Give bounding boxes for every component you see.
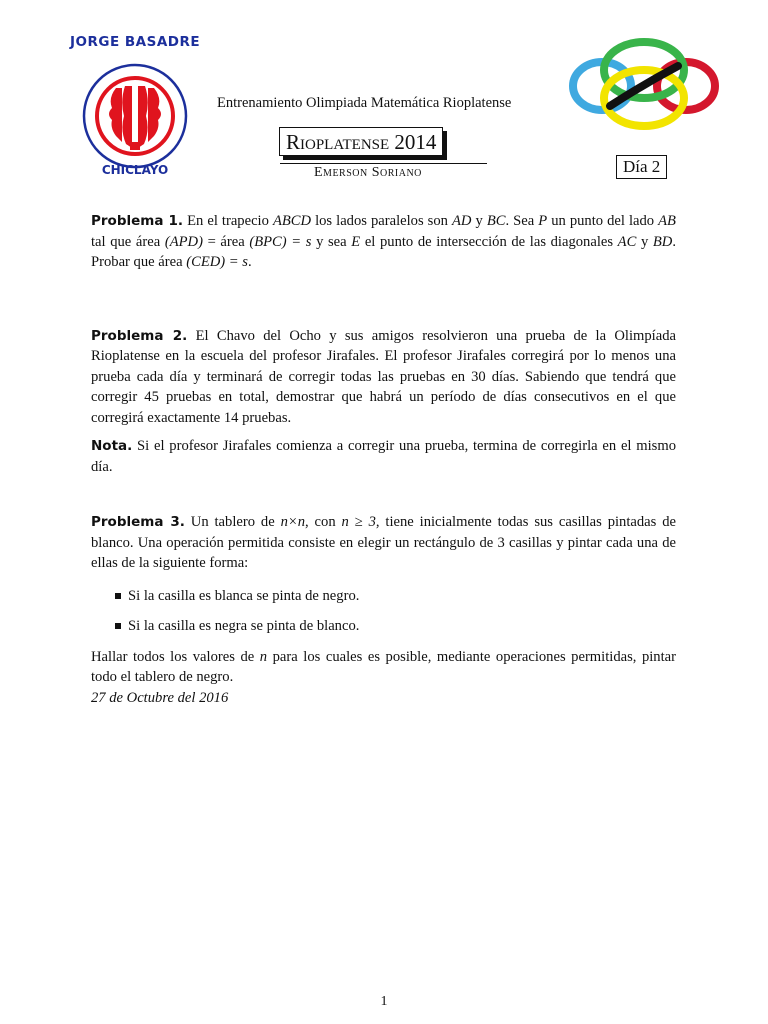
problem-2-label: Problema 2. [91,327,188,344]
page-number: 1 [380,994,388,1009]
logo-left-bottom-text: CHICLAYO [101,163,169,177]
math-term: AD [451,213,472,229]
problem-1-text: un punto del lado [547,213,659,229]
problem-3-text: para los cuales es posible, mediante operaciones permitidas, pintar todo el tablero de negro. [91,648,677,685]
problem-2 [91,326,676,429]
math-term: AB [658,213,676,229]
day-label: Día 2 [616,155,667,179]
problem-1-text: y sea [311,233,352,250]
problem-1-text: = área [202,233,250,250]
problem-1-text: y [636,233,653,250]
bullet-text: Si la casilla es negra se pinta de blanco. [128,618,360,634]
problem-3-text: Hallar todos los valores de [91,648,260,665]
spacer [91,428,676,436]
note-text: Si el profesor Jirafales comienza a corregir una prueba, termina de corregirla en el mismo día. [91,438,676,475]
problem-1-text: En el trapecio [183,213,273,229]
bullet-list [91,586,676,637]
problem-2-note [91,436,676,477]
note-label: Nota. [91,438,133,454]
logo-left-top-text: JORGE BASADRE [70,34,201,50]
problem-1-text: los lados paralelos son [311,213,452,229]
math-term: BC [486,213,506,229]
problem-1-text: y [471,213,487,229]
math-term: BD [652,233,673,250]
problem-3-text: , con [305,514,342,530]
math-term: AC [617,233,637,250]
math-term: ABCD [272,213,312,229]
math-term: E [351,233,361,250]
problem-2-text: El Chavo del Ocho y sus amigos resolvieron una prueba de la Olimpíada Rioplatense en la escuela del profesor Jirafales. El profesor Jirafales corregirá por lo menos una prueba cada día y terminará de corregir todas las pruebas en 30 días. Sabiendo que tendrá que corregir 45 pruebas en total, demostrar que habrá un período de días consecutivos en el que corregirá exactamente 14 pruebas. [91,327,676,426]
problem-1-text: tal que área [91,233,165,250]
bullet-icon [115,593,121,599]
math-term: n ≥ 3 [341,514,376,530]
bullet-icon [115,623,121,629]
jorge-basadre-logo [70,34,201,180]
problem-1-text: . Probar que área [91,233,677,270]
math-term: (APD) [164,233,203,250]
spacer [91,273,676,326]
training-line: Entrenamiento Olimpiada Matemática Rioplatense [217,95,512,111]
problem-1-text: . Sea [505,213,539,229]
problem-3-label: Problema 3. [91,514,185,530]
math-term: n×n [280,514,306,530]
problems-section [91,211,676,708]
math-term: n [259,648,268,665]
document-date: 27 de Octubre del 2016 [91,689,229,706]
problem-1-text: el punto de intersección de las diagonales [360,233,618,250]
page-title: Rioplatense 2014 [279,127,443,156]
author-name: Emerson Soriano [314,165,422,180]
math-term: (BPC) = s [249,233,312,250]
header-divider [280,163,487,164]
rioplatense-rings-logo [566,36,720,136]
problem-3-text: Un tablero de [184,514,281,530]
list-item [91,586,676,607]
problem-3 [91,512,676,574]
spacer [91,477,676,512]
math-term: P [538,213,548,229]
problem-1-label: Problema 1. [91,213,184,229]
problem-3-conclusion [91,647,676,688]
list-item [91,616,676,637]
problem-1-text: . [247,254,252,270]
problem-1 [91,211,676,273]
problem-3-text: , tiene inicialmente todas sus casillas pintadas de blanco. Una operación permitida consiste en elegir un rectángulo de 3 casillas y pintar cada una de ellas de la siguiente forma: [91,514,676,571]
bullet-text: Si la casilla es blanca se pinta de negro. [128,587,360,604]
math-term: (CED) = s [186,254,248,270]
